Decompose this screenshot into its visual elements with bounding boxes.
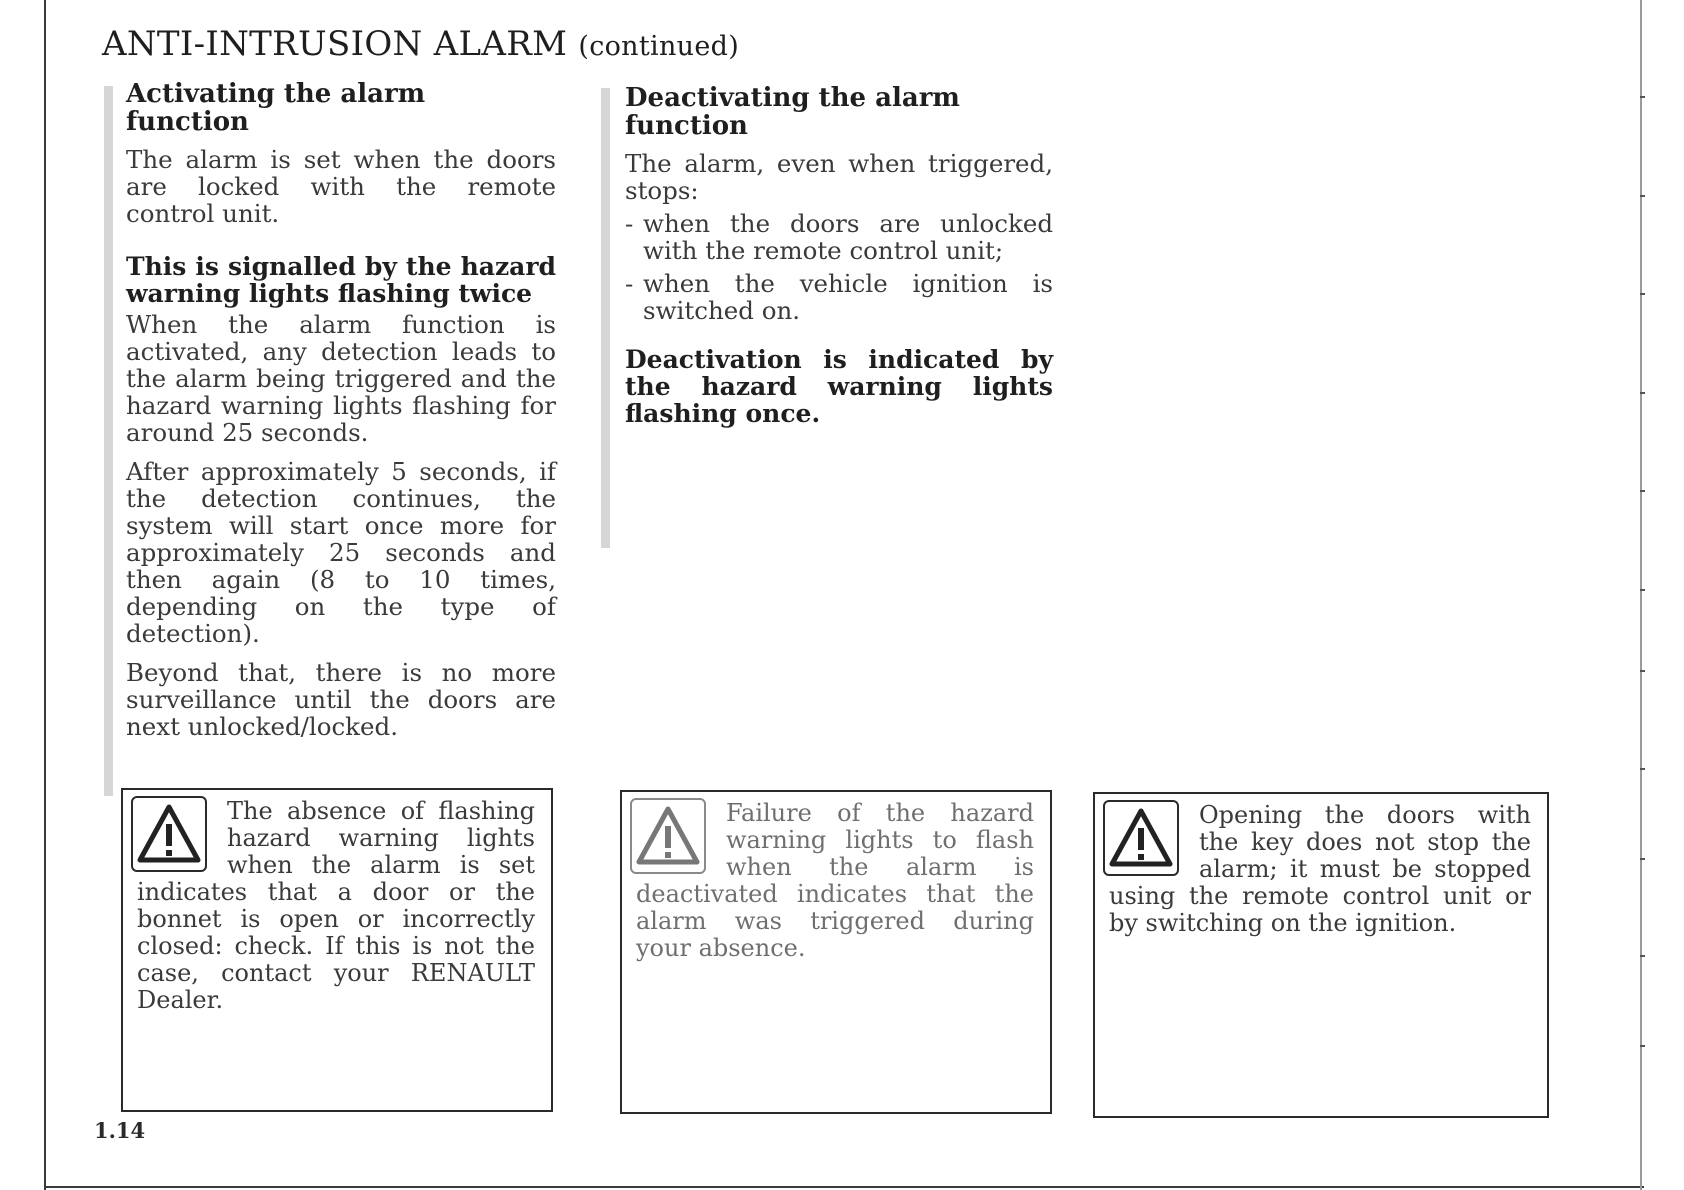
body-paragraph: After approximately 5 seconds, if the detection continues, the system will start once more for approximately 25 seconds and then again (8 to 10 times, depending on the type of detection). bbox=[126, 457, 556, 648]
warning-text: The absence of flashing hazard warning lights when the alarm is set indicates that a door or the bonnet is open or incorrectly closed: check. If this is not the case, contact your RENAULT Dealer. bbox=[137, 797, 535, 1014]
body-paragraph: Beyond that, there is no more surveillance until the doors are next unlocked/locked. bbox=[126, 658, 556, 741]
margin-tick bbox=[1640, 96, 1645, 98]
warning-triangle-icon bbox=[131, 796, 207, 872]
margin-tick bbox=[1640, 293, 1645, 295]
list-item: - when the vehicle ignition is switched on. bbox=[625, 270, 1053, 324]
body-paragraph: When the alarm function is activated, any detection leads to the alarm being triggered and the hazard warning lights flashing for around 25 seconds. bbox=[126, 310, 556, 447]
left-margin-bar bbox=[104, 86, 113, 796]
warning-text: Opening the doors with the key does not stop the alarm; it must be stopped using the remote control unit or by switching on the ignition. bbox=[1109, 801, 1531, 937]
warning-triangle-icon bbox=[1103, 800, 1179, 876]
middle-column bbox=[625, 84, 1053, 427]
margin-tick bbox=[1640, 1045, 1645, 1047]
warning-box bbox=[121, 788, 553, 1112]
page-edge-right bbox=[1640, 0, 1642, 1190]
margin-tick bbox=[1640, 195, 1645, 197]
warning-triangle-icon bbox=[630, 798, 706, 874]
margin-tick bbox=[1640, 589, 1645, 591]
page-edge-bottom bbox=[44, 1186, 1644, 1188]
section-heading: Activating the alarm function bbox=[126, 79, 426, 137]
page-edge-left bbox=[44, 0, 46, 1190]
margin-tick bbox=[1640, 955, 1645, 957]
warning-text: Failure of the hazard warning lights to flash when the alarm is deactivated indicates that the alarm was triggered during your absence. bbox=[636, 799, 1034, 962]
margin-tick bbox=[1640, 490, 1645, 492]
list-item: - when the doors are unlocked with the remote control unit; bbox=[625, 210, 1053, 264]
margin-tick bbox=[1640, 768, 1645, 770]
title-main: ANTI-INTRUSION ALARM bbox=[102, 24, 568, 64]
intro-paragraph: The alarm, even when triggered, stops: bbox=[625, 149, 1053, 205]
condition-list bbox=[625, 210, 1053, 324]
intro-paragraph: The alarm is set when the doors are locked with the remote control unit. bbox=[126, 145, 556, 228]
middle-margin-bar bbox=[601, 88, 610, 548]
section-heading: Deactivating the alarm function bbox=[625, 83, 960, 141]
warning-box bbox=[1093, 792, 1549, 1118]
margin-tick bbox=[1640, 392, 1645, 394]
margin-tick bbox=[1640, 670, 1645, 672]
left-column bbox=[126, 80, 556, 740]
page-number: 1.14 bbox=[94, 1118, 146, 1143]
warning-box bbox=[620, 790, 1052, 1114]
page-title bbox=[102, 24, 739, 64]
section-subheading: This is signalled by the hazard warning lights flashing twice bbox=[126, 252, 556, 308]
section-subheading: Deactivation is indicated by the hazard warning lights flashing once. bbox=[625, 345, 1053, 428]
margin-tick bbox=[1640, 858, 1645, 860]
title-suffix: (continued) bbox=[578, 31, 740, 62]
